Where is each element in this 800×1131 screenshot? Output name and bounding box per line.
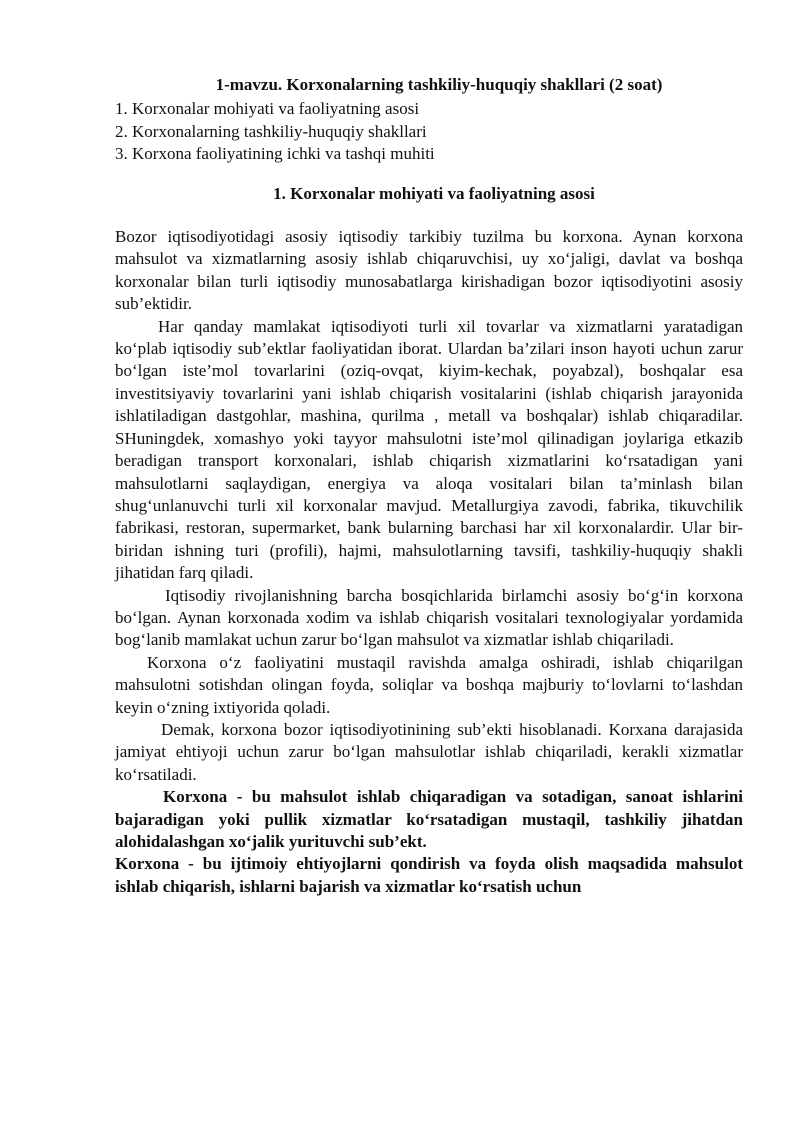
toc-item: 2. Korxonalarning tashkiliy-huquqiy shakllari (115, 121, 427, 141)
toc-item: 1. Korxonalar mohiyati va faoliyatning asosi (115, 99, 420, 119)
paragraph: Demak, korxona bozor iqtisodiyotinining sub’ekti hisoblanadi. Korxana darajasida jamiyat ehtiyoji uchun zarur bo‘lgan mahsulotlar ishlab chiqariladi, kerakli xizmatlar ko‘rsatiladi. (115, 719, 743, 784)
page-title: 1-mavzu. Korxonalarning tashkiliy-huquqiy shakllari (2 soat) (215, 75, 663, 94)
paragraph: Iqtisodiy rivojlanishning barcha bosqichlarida birlamchi asosiy bo‘g‘in korxona bo‘lgan. Aynan korxonada xodim va ishlab chiqarish vositalari texnologiyalar yordamida bog‘lanib mamlakat uchun zarur bo‘lgan mahsulot va xizmatlar ishlab chiqariladi. (115, 585, 743, 650)
paragraph: Har qanday mamlakat iqtisodiyoti turli xil tovarlar va xizmatlarni yaratadigan ko‘plab iqtisodiy sub’ektlar faoliyatidan iborat. Ulardan ba’zilari inson hayoti uchun zarur bo‘lgan iste’mol tovarlarini (oziq-ovqat, kiyim-kechak, poyabzal), boshqalar esa investitsiyaviy tovarlarini yani ishlab chiqarish vositalarini (ishlab chiqarish jarayonida ishlatiladigan dastgohlar, mashina, qurilma , metall va boshqalar) ishlab chiqaradilar. SHuningdek, xomashyo yoki tayyor mahsulotni iste’mol qilinadigan joylariga etkazib beradigan transport korxonalari, ishlab chiqarish xizmatlarini ko‘rsatadigan yani mahsulotlarni saqlaydigan, energiya va aloqa vositalari bilan ta’minlash bilan shug‘unlanuvchi turli xil korxonalar mavjud. Metallurgiya zavodi, fabrika, tikuvchilik fabrikasi, restoran, supermarket, bank bularning barchasi har xil korxonalardir. Ular bir-biridan ishning turi (profili), hajmi, mahsulotlarning tavsifi, tashkiliy-huquqiy shakli jihatidan farq qiladi. (115, 316, 743, 583)
definition-paragraph: Korxona - bu mahsulot ishlab chiqaradigan va sotadigan, sanoat ishlarini bajaradigan yoki pullik xizmatlar ko‘rsatadigan mustaqil, tashkiliy jihatdan alohidalashgan xo‘jalik yurituvchi sub’ekt. (115, 787, 743, 851)
paragraph: Bozor iqtisodiyotidagi asosiy iqtisodiy tarkibiy tuzilma bu korxona. Aynan korxona mahsulot va xizmatlarning asosiy ishlab chiqaruvchisi, uy xo‘jaligi, davlat va boshqa korxonalar bilan turli iqtisodiy munosabatlarga kirishadigan bozor iqtisodiyotini asosiy sub’ektidir. (115, 227, 743, 314)
section-heading: 1. Korxonalar mohiyati va faoliyatning asosi (273, 183, 595, 203)
table-of-contents (115, 98, 743, 165)
toc-item: 3. Korxona faoliyatining ichki va tashqi muhiti (115, 144, 435, 164)
paragraph: Korxona o‘z faoliyatini mustaqil ravishda amalga oshiradi, ishlab chiqarilgan mahsulotni sotishdan olingan foyda, soliqlar va boshqa majburiy to‘lovlarni to‘lashdan keyin o‘zning ixtiyorida qoladi. (115, 652, 743, 717)
definition-paragraph: Korxona - bu ijtimoiy ehtiyojlarni qondirish va foyda olish maqsadida mahsulot ishlab chiqarish, ishlarni bajarish va xizmatlar ko‘rsatish uchun (115, 854, 743, 896)
